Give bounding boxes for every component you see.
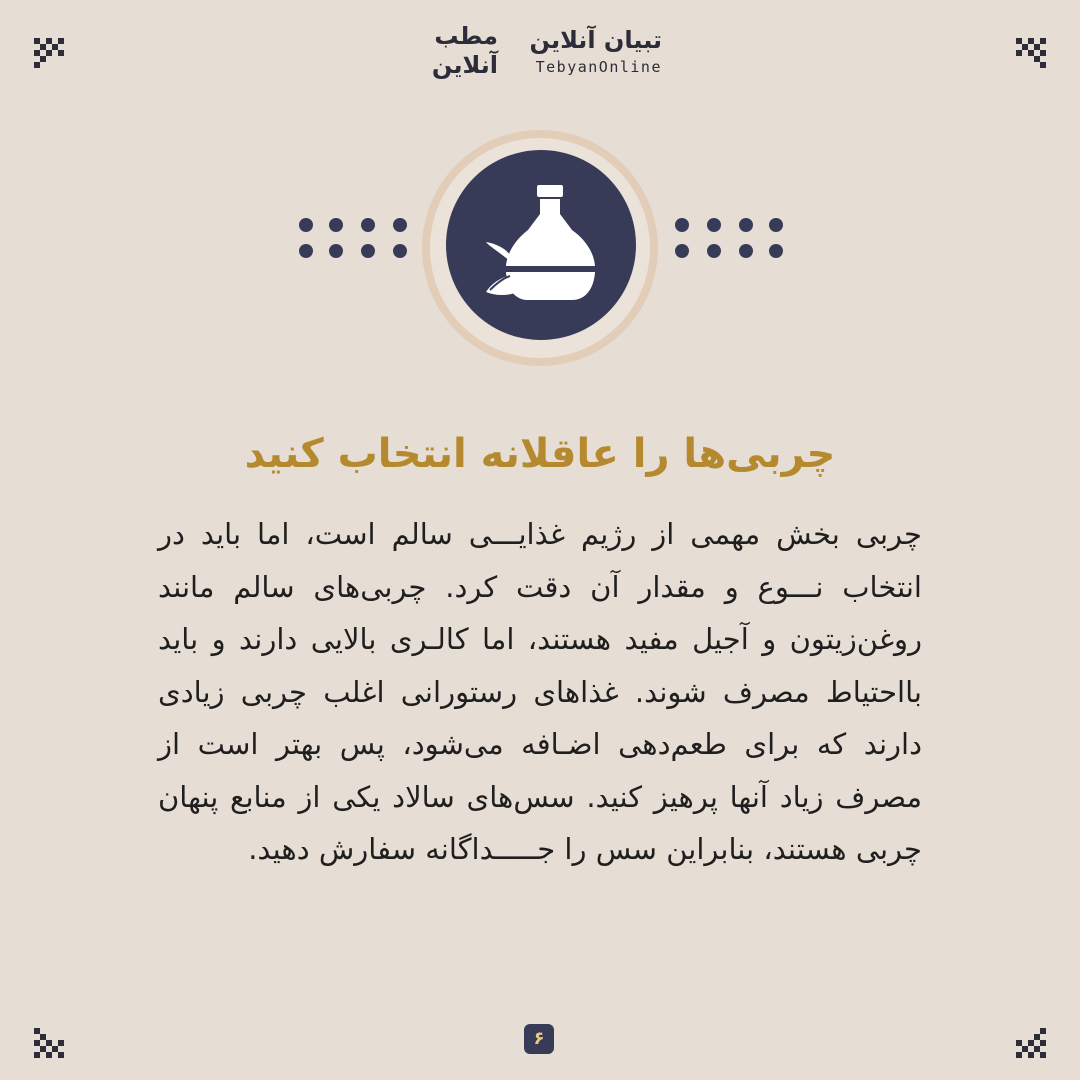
corner-ornament-top-right: [1010, 34, 1050, 74]
page-number-badge: ۶: [524, 1024, 554, 1054]
corner-ornament-top-left: [30, 34, 70, 74]
matab-logo-line2: آنلاین: [431, 51, 498, 79]
corner-ornament-bottom-left: [30, 1022, 70, 1062]
dot-grid-right: [668, 214, 788, 264]
page-title: چربی‌ها را عاقلانه انتخاب کنید: [244, 431, 836, 477]
matab-logo-line1: مطب: [434, 22, 498, 50]
body-paragraph: چربی بخش مهمی از رژیم غذایـــی سالم است، اما باید در انتخاب نـــوع و مقدار آن دقت کرد. چربی‌های سالم مانند روغن‌زیتون و آجیل مفید هستند، اما کالـری بالایی دارند و باید بااحتیاط مصرف شوند. غذاهای رستورانی اغلب چربی زیادی دارند که برای طعم‌دهی اضـافه می‌شود، پس بهتر است از مصرف زیاد آنها پرهیز کنید. سس‌های سالاد یکی از منابع پنهان چربی هستند، بنابراین سس را جـــــداگانه سفارش دهید.: [158, 517, 922, 866]
emblem-circle: [446, 150, 636, 340]
header-logos: [420, 22, 670, 88]
corner-ornament-bottom-right: [1010, 1022, 1050, 1062]
tebyan-logo-latin: TebyanOnline: [535, 58, 662, 76]
oil-bottle-icon: [446, 150, 636, 340]
tebyan-online-logo: [506, 24, 662, 84]
matab-online-logo: [420, 22, 498, 86]
tebyan-logo-persian: تبیان آنلاین: [529, 26, 662, 54]
dot-grid-left: [296, 214, 416, 264]
